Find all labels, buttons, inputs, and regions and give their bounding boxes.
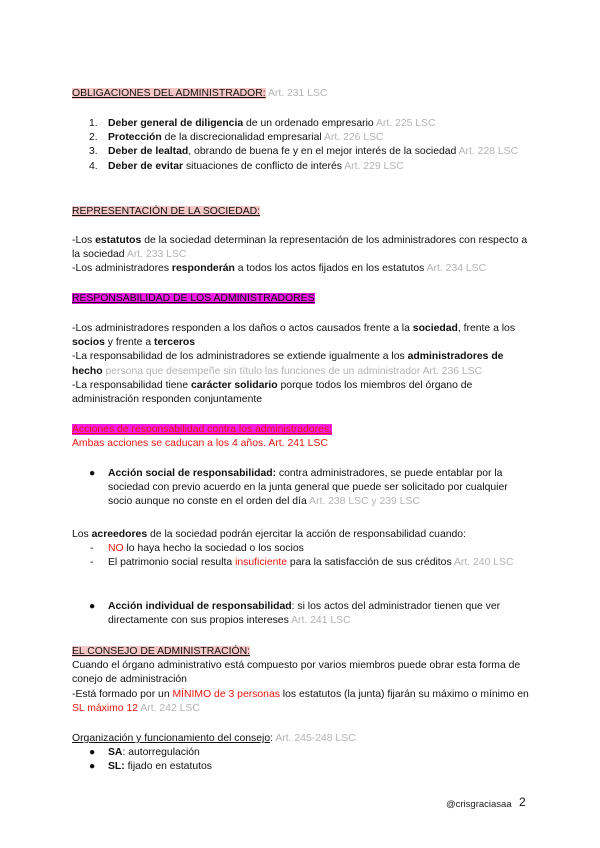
subheading-organizacion: Organización y funcionamiento del consejo: Art. 245-248 LSC [72, 733, 356, 744]
acciones-subtitle: Ambas acciones se caducan a los 4 años. Art. 241 LSC [72, 438, 328, 450]
section-representacion [72, 234, 534, 277]
heading-consejo: EL CONSEJO DE ADMINISTRACIÓN: [72, 646, 251, 657]
acreedores-block [72, 528, 534, 571]
list-item: 2. Protección de la discrecionalidad empresarial Art. 226 LSC [89, 132, 384, 144]
author-handle: @crisgraciasaa [446, 799, 512, 810]
heading-acciones: Acciones de responsabilidad contra los administradores: Ambas acciones se caducan a los 4 años. Art. 241 LSC [72, 423, 534, 451]
list-item: ● SL: fijado en estatutos [72, 760, 534, 774]
section-consejo [72, 645, 534, 716]
page-number: 2 [519, 795, 526, 809]
list-item: 1. Deber general de diligencia de un ordenado empresario Art. 225 LSC [89, 118, 436, 129]
paragraph: Cuando el órgano administrativo está compuesto por varios miembros puede obrar esta forma de conejo de administración [72, 660, 521, 686]
organizacion-block [72, 732, 534, 775]
list-item: - El patrimonio social resulta insuficiente para la satisfacción de sus créditos Art. 240 LSC [90, 557, 514, 569]
heading-obligaciones: OBLIGACIONES DEL ADMINISTRADOR: Art. 231 LSC [72, 88, 328, 99]
list-item: 4. Deber de evitar situaciones de conflicto de interés Art. 229 LSC [89, 160, 404, 172]
paragraph: -Está formado por un MÍNIMO de 3 personas los estatutos (la junta) fijarán su máximo o mínimo en SL máximo 12 Art. 242 LSC [72, 688, 529, 714]
heading-responsabilidad: RESPONSABILIDAD DE LOS ADMINISTRADORES [72, 293, 315, 304]
paragraph: -La responsabilidad de los administradores se extiende igualmente a los administradores de hecho persona que desempeñe sin título las funciones de un administrador Art. 236 LSC [72, 351, 504, 377]
heading-representacion: REPRESENTACIÓN DE LA SOCIEDAD: [72, 206, 261, 217]
bullet-accion-social: ● Acción social de responsabilidad: contra administradores, se puede entablar por la sociedad con previo acuerdo en la junta general que puede ser solicitado por cualquier socio aunque no conste en el orden del día Art. 238 LSC y 239 LSC [89, 468, 508, 508]
bullet-icon: ● [89, 601, 96, 612]
paragraph: -Los estatutos de la sociedad determinan la representación de los administradores con respecto a la sociedad Art. 233 LSC [72, 235, 528, 261]
bullet-icon: ● [89, 761, 96, 773]
section-responsabilidad [72, 322, 534, 407]
list-item: 3. Deber de lealtad, obrando de buena fe y en el mejor interés de la sociedad Art. 228 LSC [89, 146, 519, 158]
paragraph: -La responsabilidad tiene carácter solidario porque todos los miembros del órgano de administración responden conjuntamente [72, 379, 473, 406]
bullet-icon: ● [89, 468, 96, 479]
bullet-accion-individual: ● Acción individual de responsabilidad: si los actos del administrador tienen que ver directamente con sus propios intereses Art. 241 LSC [89, 601, 501, 627]
list-item: ● SA: autorregulación [72, 746, 534, 760]
section-obligaciones [72, 87, 534, 101]
paragraph: -Los administradores responderán a todos los actos fijados en los estatutos Art. 234 LSC [72, 263, 487, 275]
bullet-icon: ● [89, 747, 96, 759]
obligaciones-list [72, 117, 534, 174]
list-item: - NO lo haya hecho la sociedad o los socios [90, 543, 304, 555]
paragraph: -Los administradores responden a los daños o actos causados frente a la sociedad, frente a los socios y frente a terceros [72, 323, 516, 349]
paragraph: Los acreedores de la sociedad podrán ejercitar la acción de responsabilidad cuando: [72, 529, 466, 540]
